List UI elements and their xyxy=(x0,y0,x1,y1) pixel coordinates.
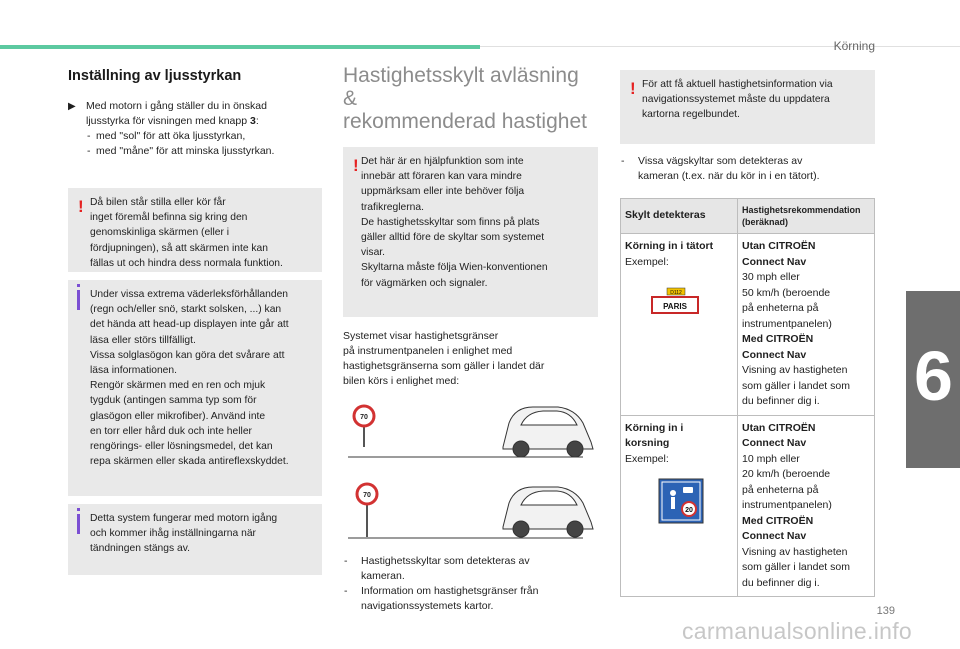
warning-line: för vägmärken och signaler. xyxy=(361,277,488,289)
table-header: Hastighetsrekommendation (beräknad) xyxy=(738,199,875,234)
warning-box xyxy=(68,188,322,272)
info-line: Under vissa extrema väderleksförhållanden xyxy=(90,289,289,300)
brightness-heading: Inställning av ljusstyrkan xyxy=(68,68,242,84)
town-sign-icon xyxy=(625,280,725,340)
table-cell: Körning in i korsning Exempel: 20 xyxy=(621,415,738,597)
warning-line: genomskinliga skärmen (eller i xyxy=(90,227,230,239)
speed-recommendation-table xyxy=(620,198,875,597)
warning-line: fällas ut och hindra dess normala funktion. xyxy=(90,257,283,269)
info-line: en torr eller hård duk och inte heller xyxy=(90,425,252,437)
warning-line: navigationssystemet måste du uppdatera xyxy=(642,94,830,106)
arrow-right-icon: ▶ xyxy=(68,101,76,112)
table-header: Skylt detekteras xyxy=(621,199,738,234)
info-box xyxy=(68,504,322,575)
warning-line: innebär att föraren kan vara mindre xyxy=(361,171,522,183)
info-line: (regn och/eller snö, starkt solsken, ...) kan xyxy=(90,304,282,316)
warning-line: fördjupningen), så att skärmen inte kan xyxy=(90,242,269,254)
car-icon xyxy=(503,487,593,537)
chapter-tab xyxy=(906,291,960,468)
info-line: Detta system fungerar med motorn igång xyxy=(90,513,278,524)
button-ref: 3 xyxy=(250,115,256,127)
info-line: tändningen stängs av. xyxy=(90,543,190,555)
chapter-number: 6 xyxy=(914,337,953,415)
svg-text:70: 70 xyxy=(360,414,368,421)
list-item: - med "måne" för att minska ljusstyrkan. xyxy=(86,144,322,159)
warning-icon: ! xyxy=(630,79,636,98)
info-line: Rengör skärmen med en ren och mjuk xyxy=(90,380,266,392)
warning-line: visar. xyxy=(361,247,386,259)
warning-line: För att få aktuell hastighetsinformation via xyxy=(642,79,833,90)
table-row xyxy=(621,234,875,416)
warning-line: kartorna regelbundet. xyxy=(642,109,740,121)
speed-sign-icon xyxy=(357,484,377,537)
intro-text: Systemet visar hastighetsgränser på instrumentpanelen i enlighet med hastighetsgränserna som gäller i landet där bilen körs i enlighet med: xyxy=(343,330,545,387)
info-line: rengörings- eller lösningsmedel, det kan xyxy=(90,441,273,453)
car-icon xyxy=(503,407,593,457)
list-item: - Information om hastighetsgränser från navigationssystemets kartor. xyxy=(343,584,598,614)
info-icon xyxy=(77,514,80,534)
warning-line: inget föremål befinna sig kring den xyxy=(90,212,248,224)
info-line: repa skärmen eller skada antireflexskyddet. xyxy=(90,456,289,468)
table-row xyxy=(621,415,875,597)
table-header-row xyxy=(621,199,875,234)
info-line: glasögon eller mikrofiber). Använd inte xyxy=(90,410,266,422)
warning-line: Då bilen står stilla eller kör får xyxy=(90,197,226,208)
header-rule xyxy=(480,46,960,47)
info-box xyxy=(68,280,322,496)
table-cell: Utan CITROËN Connect Nav 10 mph eller 20 km/h (beroende på enheterna på instrumentpanelen) Med CITROËN Connect Nav Visning av hastigheten som gäller i landet som du befinner dig i. xyxy=(738,415,875,597)
list-item: - med "sol" för att öka ljusstyrkan, xyxy=(86,129,322,144)
info-line: tygduk (antingen samma typ som för xyxy=(90,395,257,407)
warning-line: De hastighetsskyltar som finns på plats xyxy=(361,216,540,228)
living-street-sign-icon xyxy=(625,471,725,527)
info-line: det hända att head-up displayen inte går att xyxy=(90,319,289,331)
warning-box xyxy=(620,70,875,144)
header-accent-bar xyxy=(0,45,480,49)
column-table xyxy=(620,70,875,597)
watermark: carmanualsonline.info xyxy=(681,618,912,644)
warning-line: uppmärksam eller inte behöver följa xyxy=(361,186,525,198)
svg-text:PARIS: PARIS xyxy=(663,302,687,311)
info-line: läsa informationen. xyxy=(90,365,178,377)
section-title: Körning xyxy=(833,39,875,53)
info-line: Vissa solglasögon kan göra det svårare att xyxy=(90,349,285,361)
warning-line: Skyltarna måste följa Wien-konventionen xyxy=(361,262,548,274)
info-line: och kommer ihåg inställningarna när xyxy=(90,528,256,540)
speed-sign-icon xyxy=(354,406,374,447)
column-brightness xyxy=(68,64,322,575)
list-item: - Vissa vägskyltar som detekteras av kameran (t.ex. när du kör in i en tätort). xyxy=(620,154,875,184)
warning-icon: ! xyxy=(78,197,84,216)
svg-text:D112: D112 xyxy=(670,290,682,296)
warning-line: gäller alltid före de skyltar som systemet xyxy=(361,232,545,244)
column-speed-signs xyxy=(343,64,598,614)
page-number: 139 xyxy=(876,605,895,617)
car-sign-illustration xyxy=(343,397,598,557)
table-cell: Körning in i tätort Exempel: D112 PARIS xyxy=(621,234,738,416)
list-item: - Hastighetsskyltar som detekteras av kameran. xyxy=(343,554,598,584)
info-line: läsa eller störs tillfälligt. xyxy=(90,334,196,346)
svg-text:70: 70 xyxy=(363,492,371,499)
warning-box xyxy=(343,147,598,317)
speed-sign-heading: Hastighetsskylt avläsning & rekommenderad hastighet xyxy=(343,64,587,133)
source-list xyxy=(343,554,598,614)
warning-icon: ! xyxy=(353,156,359,175)
table-cell: Utan CITROËN Connect Nav 30 mph eller 50 km/h (beroende på enheterna på instrumentpanelen) Med CITROËN Connect Nav Visning av hastigheten som gäller i landet som du befinner dig i. xyxy=(738,234,875,416)
svg-text:20: 20 xyxy=(685,507,693,514)
warning-line: Det här är en hjälpfunktion som inte xyxy=(361,156,524,167)
warning-line: trafikreglerna. xyxy=(361,201,424,213)
brightness-instruction: ▶ Med motorn i gång ställer du in önskad ljusstyrka för visningen med knapp 3: xyxy=(68,100,267,127)
info-icon xyxy=(77,290,80,310)
